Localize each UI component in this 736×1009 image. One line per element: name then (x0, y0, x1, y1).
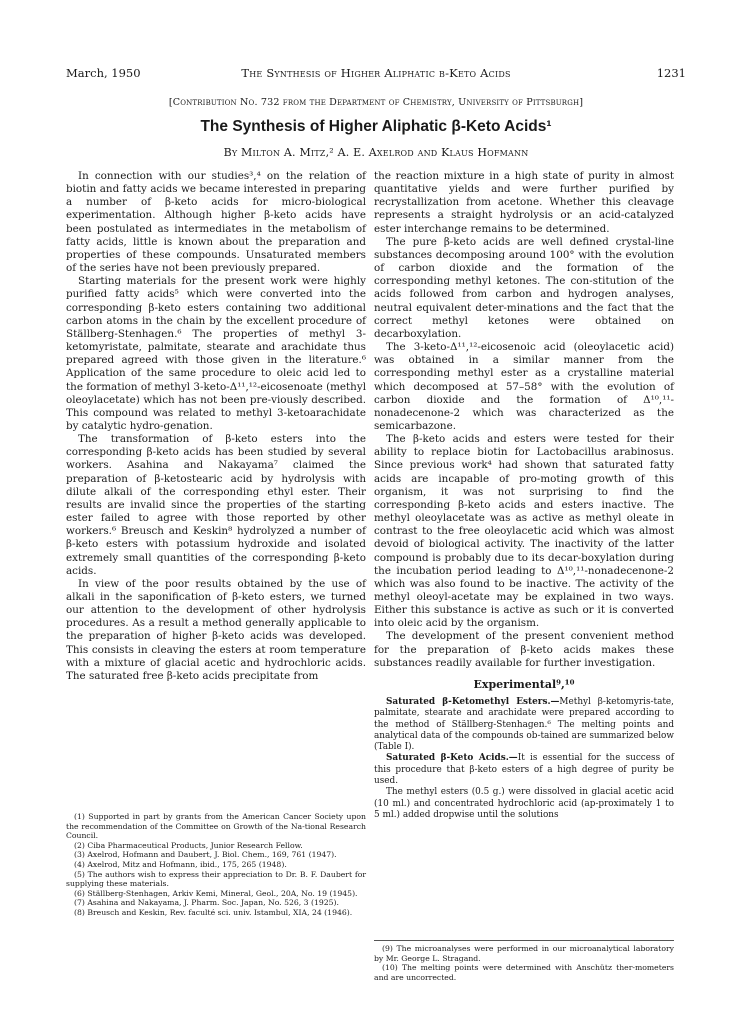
body-paragraph: The 3-keto-Δ¹¹,¹²-eicosenoic acid (oleoylacetic acid) was obtained in a similar manner from the corresponding methyl ester as a crystalline material which decomposed at 57–58° with the evolution of carbon dioxide and the formation of Δ¹⁰,¹¹-nonadecenone-2 which was characterized as the semicarbazone. (374, 341, 674, 432)
page-number: 1231 (656, 66, 686, 80)
footnote: (5) The authors wish to express their appreciation to Dr. B. F. Daubert for supplying these materials. (66, 869, 366, 889)
article-title: The Synthesis of Higher Aliphatic β-Keto Acids¹ (200, 118, 552, 135)
experimental-text: Methyl β-ketomyris-tate, palmitate, stearate and arachidate were prepared according to the method of Ställberg-Stenhagen.⁶ The melting points and analytical data of the compounds ob-tained are summarized below (Table I). (374, 696, 675, 753)
footnotes-left (66, 812, 366, 918)
body-paragraph: In connection with our studies³,⁴ on the relation of biotin and fatty acids we became interested in preparing a number of β-keto acids for micro-biological experimentation. Although higher β-keto acids have been postulated as intermediates in the metabolism of fatty acids, little is known about the preparation and properties of these compounds. Unsaturated members of the series have not been previously prepared. (66, 170, 366, 275)
experimental-paragraph (374, 787, 674, 821)
footnote: (8) Breusch and Keskin, Rev. faculté sci. univ. Istambul, XIA, 24 (1946). (74, 907, 353, 917)
body-paragraph: the reaction mixture in a high state of purity in almost quantitative yields and were further purified by recrystallization from acetone. Whether this cleavage represents a straight hydrolysis or an acid-catalyzed ester interchange remains to be determined. (374, 170, 674, 235)
footnote: (2) Ciba Pharmaceutical Products, Junior Research Fellow. (74, 840, 303, 850)
experimental-lead: Saturated β-Ketomethyl Esters.— (386, 696, 560, 707)
body-paragraph: The development of the present convenient method for the preparation of β-keto acids makes these substances readily available for further investigation. (374, 630, 674, 669)
author-line: By Milton A. Mitz,² A. E. Axelrod and Klaus Hofmann (223, 146, 529, 159)
footnote: (7) Asahina and Nakayama, J. Pharm. Soc. Japan, No. 526, 3 (1925). (74, 898, 339, 908)
experimental-text: It is essential for the success of this procedure that β-keto esters of a high degree of purity be used. (374, 753, 674, 787)
body-paragraph: In view of the poor results obtained by the use of alkali in the saponification of β-keto esters, we turned our attention to the development of other hydrolysis procedures. As a result a method generally applicable to the preparation of higher β-keto acids was developed. This consists in cleaving the esters at room temperature with a mixture of glacial acetic and hydrochloric acids. The saturated free β-keto acids precipitate from (66, 577, 366, 682)
body-paragraph: Starting materials for the present work were highly purified fatty acids⁵ which were converted into the corresponding β-keto esters containing two additional carbon atoms in the chain by the excellent procedure of Ställberg-Stenhagen.⁶ The properties of methyl 3-ketomyristate, palmitate, stearate and arachidate thus prepared agreed with those given in the literature.⁶ Application of the same procedure to oleic acid led to the formation of methyl 3-keto-Δ¹¹,¹²-eicosenoate (methyl oleoylacetate) which has not been pre-viously described. This compound was related to methyl 3-ketoarachidate by catalytic hydro-genation. (66, 275, 366, 432)
body-paragraph: The β-keto acids and esters were tested for their ability to replace biotin for Lactobacillus arabinosus. Since previous work⁴ had shown that saturated fatty acids are incapable of pro-moting growth of this organism, it was not surprising to find the corresponding β-keto acids and esters inactive. The methyl oleoylacetate was as active as methyl oleate in contrast to the free oleoylacetic acid which was almost devoid of biological activity. The inactivity of the latter compound is probably due to its decar-boxylation during the incubation period leading to Δ¹⁰,¹¹-nonadecenone-2 which was also found to be inactive. The activity of the methyl oleoyl-acetate may be explained in two ways. Either this substance is active as such or it is converted into oleic acid by the organism. (374, 433, 674, 630)
right-column (374, 170, 674, 821)
footnote: (6) Ställberg-Stenhagen, Arkiv Kemi, Mineral, Geol., 20A, No. 19 (1945). (74, 888, 358, 898)
running-header (66, 66, 686, 82)
footnote: (4) Axelrod, Mitz and Hofmann, ibid., 175, 265 (1948). (74, 859, 287, 869)
contribution-line: [Contribution No. 732 from the Department of Chemistry, University of Pittsburgh] (168, 97, 584, 108)
experimental-heading: Experimental⁹,¹⁰ (473, 677, 575, 691)
footnote: (1) Supported in part by grants from the American Cancer Society upon the recommendation of the Committee on Growth of the Na-tional Research Council. (66, 812, 366, 841)
running-title: The Synthesis of Higher Aliphatic β-Keto Acids (241, 66, 511, 80)
issue-date: March, 1950 (66, 66, 141, 80)
experimental-paragraph (374, 697, 674, 753)
footnotes-right (374, 940, 674, 982)
footnote: (3) Axelrod, Hofmann and Daubert, J. Biol. Chem., 169, 761 (1947). (74, 850, 337, 860)
experimental-text: The methyl esters (0.5 g.) were dissolved in glacial acetic acid (10 ml.) and concentrated hydrochloric acid (ap-proximately 1 to 5 ml.) added dropwise until the solutions (374, 787, 674, 820)
footnote: (10) The melting points were determined with Anschütz ther-mometers and are uncorrected. (374, 963, 674, 982)
experimental-lead: Saturated β-Keto Acids.— (386, 753, 518, 764)
footnote: (9) The microanalyses were performed in our microanalytical laboratory by Mr. George L. Stragand. (374, 944, 674, 963)
body-paragraph: The pure β-keto acids are well defined crystal-line substances decomposing around 100° with the evolution of carbon dioxide and the formation of the corresponding methyl ketones. The con-stitution of the acids followed from carbon and hydrogen analyses, neutral equivalent deter-minations and the fact that the correct methyl ketones were obtained on decarboxylation. (374, 235, 674, 340)
left-column (66, 170, 366, 683)
experimental-paragraph (374, 753, 674, 787)
body-paragraph: The transformation of β-keto esters into the corresponding β-keto acids has been studied by several workers. Asahina and Nakayama⁷ claimed the preparation of β-ketostearic acid by hydrolysis with dilute alkali of the corresponding ethyl ester. Their results are invalid since the properties of the starting ester failed to agree with those reported by other workers.⁶ Breusch and Keskin⁸ hydrolyzed a number of β-keto esters with potassium hydroxide and isolated extremely small quantities of the corresponding β-keto acids. (66, 433, 366, 577)
